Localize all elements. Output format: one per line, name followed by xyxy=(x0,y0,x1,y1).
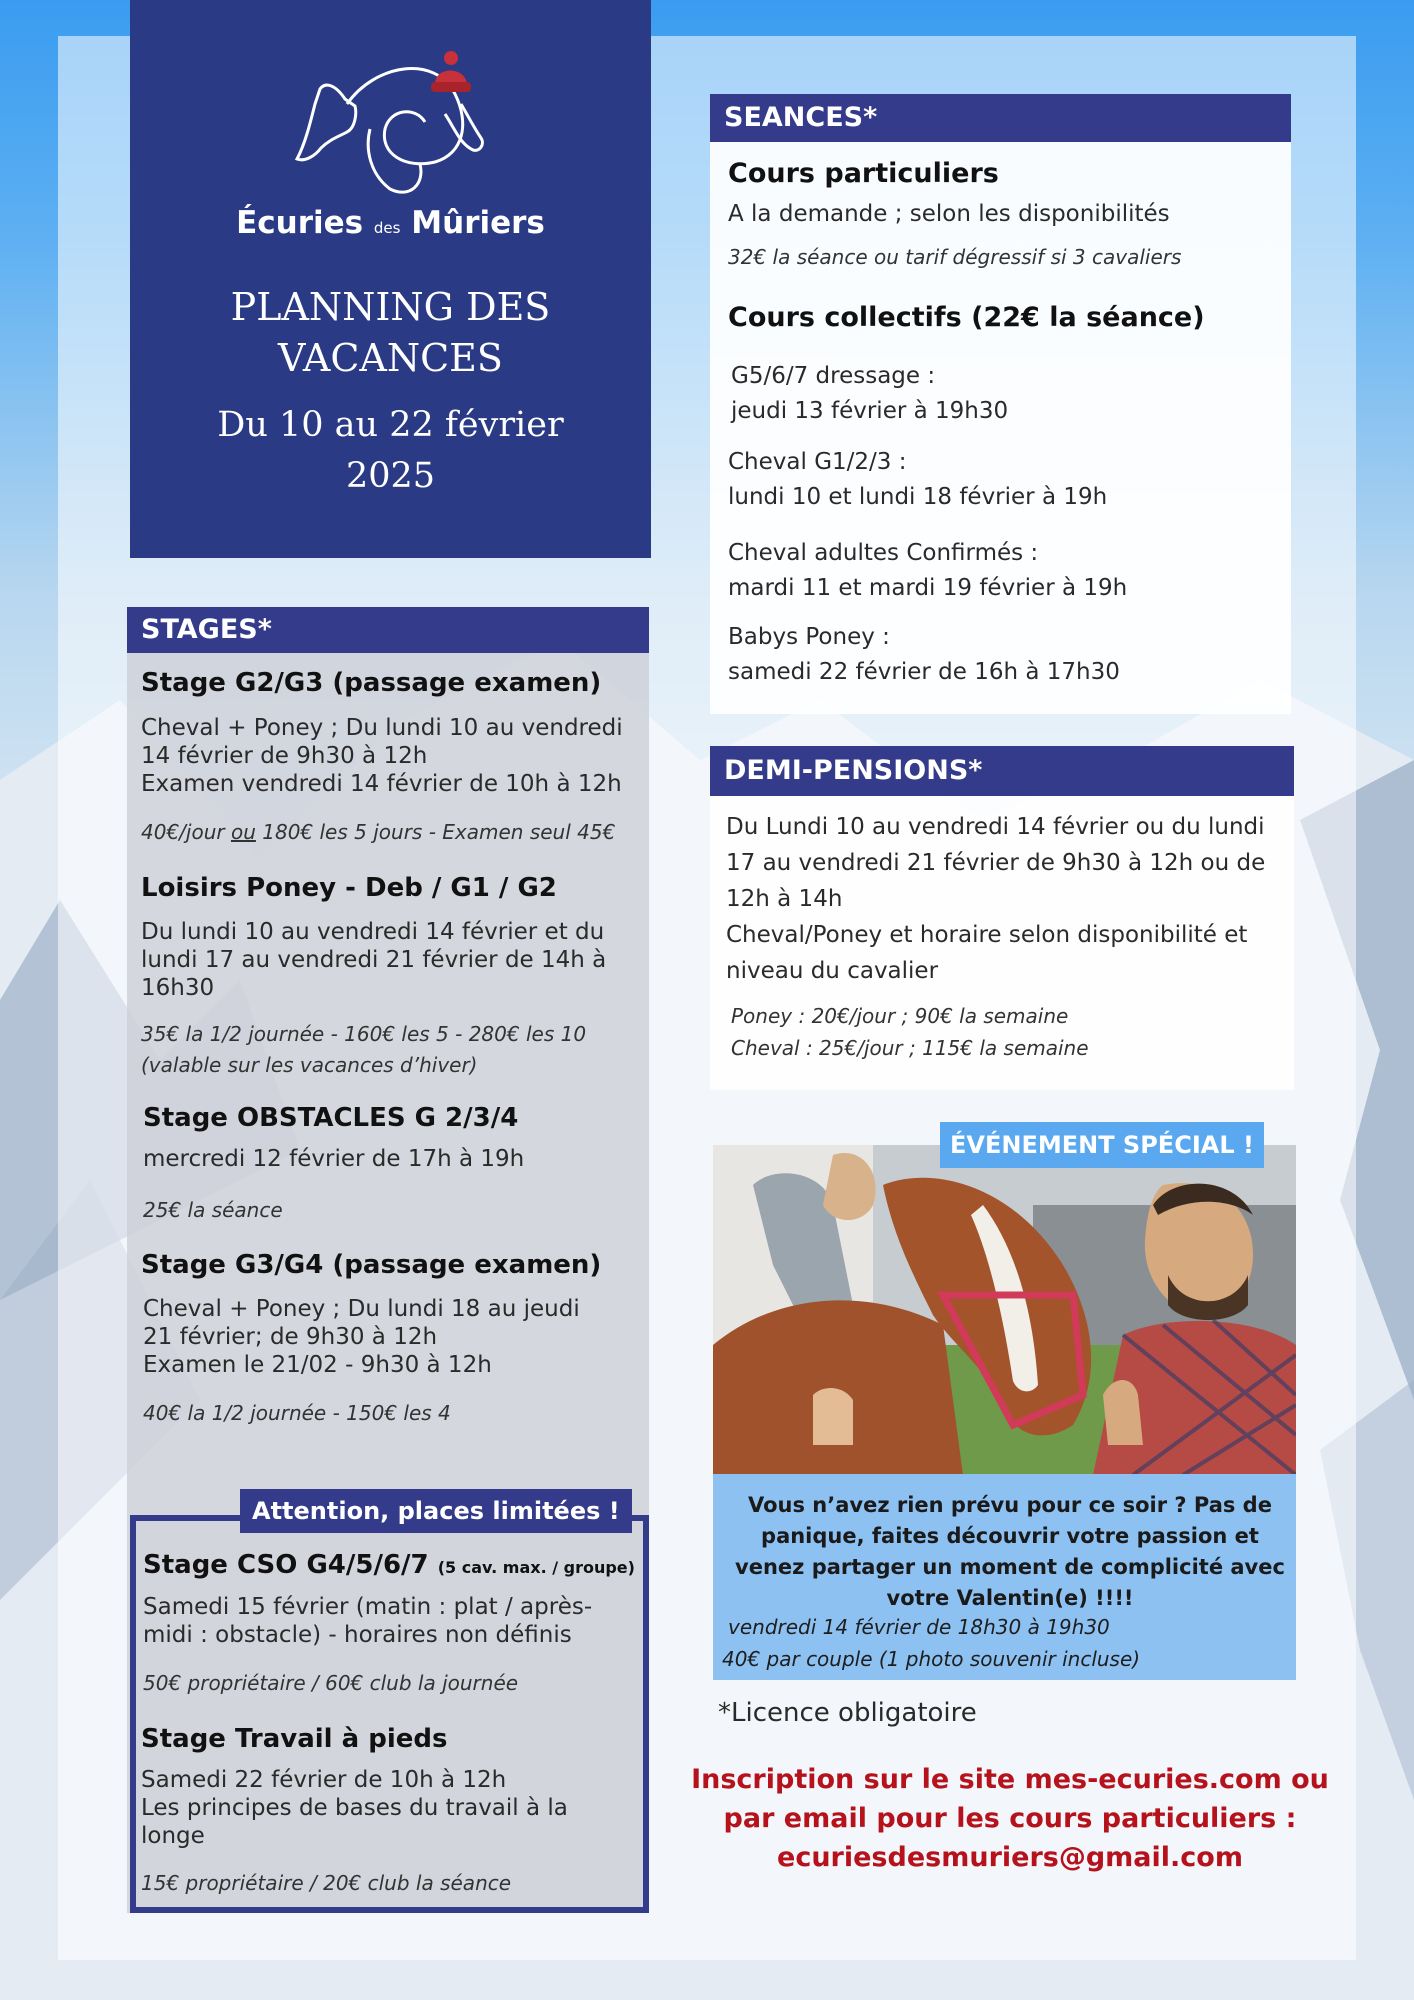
stage-2-price1: 35€ la 1/2 journée - 160€ les 5 - 280€ les 10 xyxy=(141,1022,587,1046)
stage-6-line2: Les principes de bases du travail à la xyxy=(141,1795,568,1821)
inscription-line1: Inscription sur le site mes-ecuries.com ou xyxy=(691,1764,1329,1795)
event-line1: Vous n’avez rien prévu pour ce soir ? Pas de xyxy=(748,1493,1272,1517)
cours-particuliers-price: 32€ la séance ou tarif dégressif si 3 cavaliers xyxy=(728,245,1182,269)
limited-places-tag: Attention, places limitées ! xyxy=(240,1489,632,1533)
page-title-line2: VACANCES xyxy=(278,336,503,380)
stage-1-price-b: 180€ les 5 jours - Examen seul 45€ xyxy=(255,820,616,844)
demi-pensions-line1: Du Lundi 10 au vendredi 14 février ou du lundi xyxy=(726,814,1265,840)
event-description xyxy=(720,1490,1300,1614)
demi-pensions-line3: 12h à 14h xyxy=(726,886,843,912)
demi-pensions-line5: niveau du cavalier xyxy=(726,958,939,984)
stage-4-price: 40€ la 1/2 journée - 150€ les 4 xyxy=(143,1401,451,1425)
cours-collectifs-title: Cours collectifs (22€ la séance) xyxy=(728,302,1205,333)
demi-pensions-line4: Cheval/Poney et horaire selon disponibilité et xyxy=(726,922,1248,948)
page-title xyxy=(130,282,651,384)
event-line2: panique, faites découvrir votre passion et xyxy=(761,1524,1259,1548)
stage-5-price: 50€ propriétaire / 60€ club la journée xyxy=(143,1671,519,1695)
couple-horse-image xyxy=(713,1145,1296,1475)
stage-2-line3: 16h30 xyxy=(141,975,215,1001)
stage-1-title: Stage G2/G3 (passage examen) xyxy=(141,668,602,698)
brand-word-small: des xyxy=(373,219,401,237)
cours-particuliers-title: Cours particuliers xyxy=(728,158,999,189)
stage-1-price-a: 40€/jour xyxy=(141,820,231,844)
stage-6-price: 15€ propriétaire / 20€ club la séance xyxy=(141,1871,512,1895)
seances-heading: SEANCES* xyxy=(710,94,1291,142)
stage-2-price2: (valable sur les vacances d’hiver) xyxy=(141,1053,478,1077)
stage-1-price xyxy=(141,818,615,847)
special-event-tag: ÉVÉNEMENT SPÉCIAL ! xyxy=(940,1122,1264,1168)
horse-logo-icon xyxy=(285,44,495,204)
stage-6-line1: Samedi 22 février de 10h à 12h xyxy=(141,1767,507,1793)
inscription-line2: par email pour les cours particuliers : xyxy=(723,1803,1297,1834)
brand-name xyxy=(130,205,651,241)
event-line3: venez partager un moment de complicité avec xyxy=(735,1555,1285,1579)
header-box xyxy=(130,0,651,558)
brand-word-1: Écuries xyxy=(236,205,364,241)
seance-item-4-line2: samedi 22 février de 16h à 17h30 xyxy=(728,659,1120,685)
event-photo xyxy=(713,1145,1296,1475)
event-price: 40€ par couple (1 photo souvenir incluse) xyxy=(722,1647,1141,1671)
demi-pensions-price2: Cheval : 25€/jour ; 115€ la semaine xyxy=(731,1036,1089,1060)
inscription-info xyxy=(690,1760,1330,1877)
stage-1-price-ou: ou xyxy=(230,820,256,844)
stage-6-title: Stage Travail à pieds xyxy=(141,1724,448,1754)
seance-item-1-line2: jeudi 13 février à 19h30 xyxy=(731,398,1009,424)
contact-email[interactable]: ecuriesdesmuriers@gmail.com xyxy=(777,1842,1243,1873)
seance-item-4-line1: Babys Poney : xyxy=(728,624,890,650)
stage-5-line2: midi : obstacle) - horaires non définis xyxy=(143,1622,572,1648)
seance-item-3-line2: mardi 11 et mardi 19 février à 19h xyxy=(728,575,1128,601)
seance-item-2-line2: lundi 10 et lundi 18 février à 19h xyxy=(728,484,1108,510)
cours-particuliers-text: A la demande ; selon les disponibilités xyxy=(728,201,1170,227)
stage-5-title xyxy=(143,1550,635,1580)
stage-2-line1: Du lundi 10 au vendredi 14 février et du xyxy=(141,919,605,945)
stage-4-title: Stage G3/G4 (passage examen) xyxy=(141,1250,602,1280)
demi-pensions-heading: DEMI-PENSIONS* xyxy=(710,746,1294,796)
licence-note: *Licence obligatoire xyxy=(718,1698,977,1728)
stage-1-line3: Examen vendredi 14 février de 10h à 12h xyxy=(141,771,622,797)
stage-4-line3: Examen le 21/02 - 9h30 à 12h xyxy=(143,1352,492,1378)
event-date: vendredi 14 février de 18h30 à 19h30 xyxy=(728,1615,1110,1639)
date-range xyxy=(130,400,651,502)
seance-item-2-line1: Cheval G1/2/3 : xyxy=(728,449,907,475)
date-range-line1: Du 10 au 22 février xyxy=(217,405,564,445)
stage-2-title: Loisirs Poney - Deb / G1 / G2 xyxy=(141,873,557,903)
stage-3-price: 25€ la séance xyxy=(143,1198,283,1222)
seance-item-3-line1: Cheval adultes Confirmés : xyxy=(728,540,1039,566)
stage-1-line1: Cheval + Poney ; Du lundi 10 au vendredi xyxy=(141,715,623,741)
event-line4: votre Valentin(e) !!!! xyxy=(886,1586,1134,1610)
stages-heading: STAGES* xyxy=(127,607,649,653)
stage-4-line1: Cheval + Poney ; Du lundi 18 au jeudi xyxy=(143,1296,580,1322)
stage-3-title: Stage OBSTACLES G 2/3/4 xyxy=(143,1103,519,1133)
demi-pensions-line2: 17 au vendredi 21 février de 9h30 à 12h ou de xyxy=(726,850,1266,876)
stage-5-title-text: Stage CSO G4/5/6/7 xyxy=(143,1550,429,1580)
brand-word-2: Mûriers xyxy=(411,205,545,241)
stage-1-line2: 14 février de 9h30 à 12h xyxy=(141,743,428,769)
stage-6-line3: longe xyxy=(141,1823,205,1849)
stage-5-line1: Samedi 15 février (matin : plat / après- xyxy=(143,1594,593,1620)
stage-2-line2: lundi 17 au vendredi 21 février de 14h à xyxy=(141,947,607,973)
stage-5-note: (5 cav. max. / groupe) xyxy=(437,1558,635,1577)
page-title-line1: PLANNING DES xyxy=(230,285,551,329)
stage-4-line2: 21 février; de 9h30 à 12h xyxy=(143,1324,438,1350)
demi-pensions-price1: Poney : 20€/jour ; 90€ la semaine xyxy=(731,1004,1069,1028)
date-range-line2: 2025 xyxy=(345,456,436,496)
seance-item-1-line1: G5/6/7 dressage : xyxy=(731,363,936,389)
stage-3-line1: mercredi 12 février de 17h à 19h xyxy=(143,1146,525,1172)
